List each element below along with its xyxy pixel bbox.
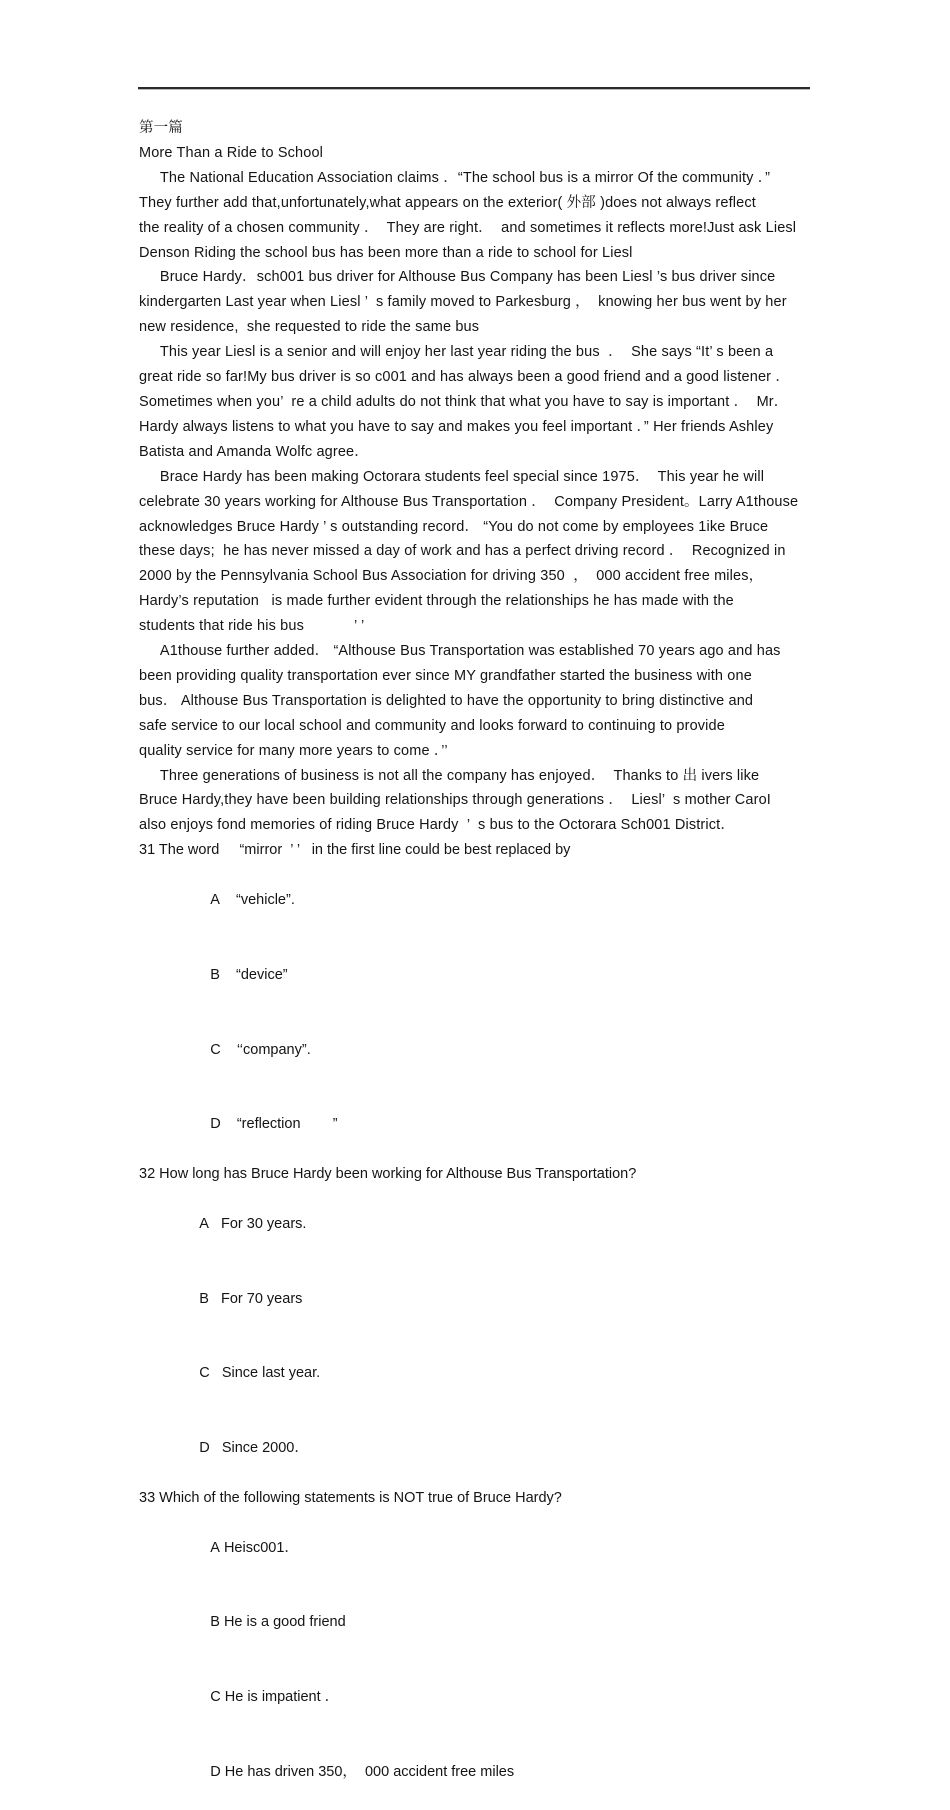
passage-line: Hardy always listens to what you have to say and makes you feel important ．” Her friends Ashley (139, 418, 774, 435)
passage-line: They further add that,unfortunately,what appears on the exterior( 外部 )does not always reflect (139, 194, 756, 211)
passage-line: been providing quality transportation ever since MY grandfather started the business with one (139, 667, 752, 684)
question-block-31 (139, 838, 829, 1162)
passage-line: 2000 by the Pennsylvania School Bus Association for driving 350 ， 000 accident free miles， (139, 568, 764, 585)
option-letter: C (210, 1041, 221, 1058)
passage-line: celebrate 30 years working for Althouse Bus Transportation ． Company President。Larry A1thouse (139, 493, 799, 510)
option-letter: D (210, 1116, 221, 1133)
passage-line: safe service to our local school and community and looks forward to continuing to provide (139, 717, 725, 734)
option-letter: C (210, 1689, 221, 1706)
page-title: More Than a Ride to School (139, 144, 324, 161)
option-letter: B (199, 1290, 209, 1307)
option-letter: A (210, 892, 220, 909)
passage-line: Brace Hardy has been making Octorara students feel special since 1975． This year he will (139, 468, 765, 485)
option-text: Heisc001． (223, 1539, 299, 1556)
question-stem: 33 Which of the following statements is NOT true of Bruce Hardy? (139, 1489, 562, 1506)
question-option[interactable] (139, 1336, 829, 1411)
passage-line: Bruce Hardy,they have been building relationships through generations ． Liesl’ s mother CaroI (139, 792, 771, 809)
option-text: He is a good friend (223, 1614, 346, 1631)
option-letter: B (210, 1614, 220, 1631)
option-text: “vehicle”. (236, 892, 295, 909)
question-option[interactable] (139, 1660, 829, 1735)
passage-line: Denson Riding the school bus has been more than a ride to school for Liesl (139, 244, 633, 261)
question-stem: 31 The word “mirror ’ ’ in the first line could be best replaced by (139, 842, 571, 859)
question-option[interactable] (139, 1262, 829, 1337)
option-letter: D (199, 1440, 210, 1457)
question-block-33 (139, 1486, 829, 1810)
question-block-32 (139, 1162, 829, 1486)
option-text: He has driven 350， 000 accident free miles (224, 1763, 515, 1780)
passage-paragraph (139, 166, 829, 266)
option-text: For 70 years (221, 1290, 303, 1307)
question-option[interactable] (139, 1511, 829, 1586)
passage-line: Batista and Amanda Wolfc agree． (139, 443, 369, 460)
question-option[interactable] (139, 1411, 829, 1486)
passage-line: these days; he has never missed a day of work and has a perfect driving record ． Recognized in (139, 543, 786, 560)
option-text: “reflection ” (236, 1116, 338, 1133)
question-option[interactable] (139, 938, 829, 1013)
option-text: ‘‘company”. (236, 1041, 311, 1058)
passage-line: the reality of a chosen community ． They are right． and sometimes it reflects more!Just ask Liesl (139, 219, 797, 236)
option-text: He is impatient ． (224, 1689, 340, 1706)
option-text: “device” (236, 966, 288, 983)
passage-line: This year Liesl is a senior and will enjoy her last year riding the bus ． She says “It’ s been a (139, 344, 774, 361)
passage-line: new residence, she requested to ride the same bus (139, 319, 480, 336)
question-stem: 32 How long has Bruce Hardy been working for Althouse Bus Transportation? (139, 1166, 637, 1183)
passage-line: quality service for many more years to come ．’’ (139, 742, 448, 759)
header-divider-rule (138, 87, 810, 90)
option-text: Since 2000． (221, 1440, 309, 1457)
option-letter: A (210, 1539, 220, 1556)
option-text: Since last year. (221, 1365, 321, 1382)
passage-line: students that ride his bus ’ ’ (139, 618, 365, 635)
question-option[interactable] (139, 1187, 829, 1262)
passage-line: The National Education Association claims ．“The school bus is a mirror Of the community ．” (139, 169, 771, 186)
option-letter: D (210, 1763, 221, 1780)
passage-paragraph (139, 465, 829, 639)
passage-line: also enjoys fond memories of riding Bruce Hardy ’ s bus to the Octorara Sch001 District． (139, 817, 735, 834)
question-option[interactable] (139, 1013, 829, 1088)
passage-line: Hardy’s reputation is made further evident through the relationships he has made with the (139, 593, 734, 610)
document-body (139, 116, 829, 1810)
option-letter: B (210, 966, 220, 983)
passage-paragraph (139, 340, 829, 465)
option-text: For 30 years. (221, 1215, 307, 1232)
passage-line: bus． Althouse Bus Transportation is delighted to have the opportunity to bring distinctive and (139, 692, 754, 709)
passage-line: acknowledges Bruce Hardy ’ s outstanding record． “You do not come by employees 1ike Bruce (139, 518, 769, 535)
passage-line: Sometimes when you’ re a child adults do not think that what you have to say is important ． Mr． (139, 393, 789, 410)
option-letter: C (199, 1365, 210, 1382)
question-option[interactable] (139, 1087, 829, 1162)
question-option[interactable] (139, 1735, 829, 1810)
passage-line: kindergarten Last year when Liesl ’ s family moved to Parkesburg ， knowing her bus went by her (139, 294, 787, 311)
passage-line: great ride so far!My bus driver is so c001 and has always been a good friend and a good listener ． (139, 369, 790, 386)
option-letter: A (199, 1215, 209, 1232)
passage-line: Three generations of business is not all the company has enjoyed． Thanks to 出 ivers like (139, 767, 760, 784)
question-option[interactable] (139, 1585, 829, 1660)
question-option[interactable] (139, 863, 829, 938)
passage-line: A1thouse further added． “Althouse Bus Transportation was established 70 years ago and has (139, 643, 781, 660)
passage-paragraph (139, 639, 829, 764)
section-label: 第一篇 (139, 120, 183, 136)
passage-paragraph (139, 265, 829, 340)
passage-paragraph (139, 764, 829, 839)
passage-line: Bruce Hardy．sch001 bus driver for Althouse Bus Company has been Liesl ’s bus driver since (139, 269, 776, 286)
